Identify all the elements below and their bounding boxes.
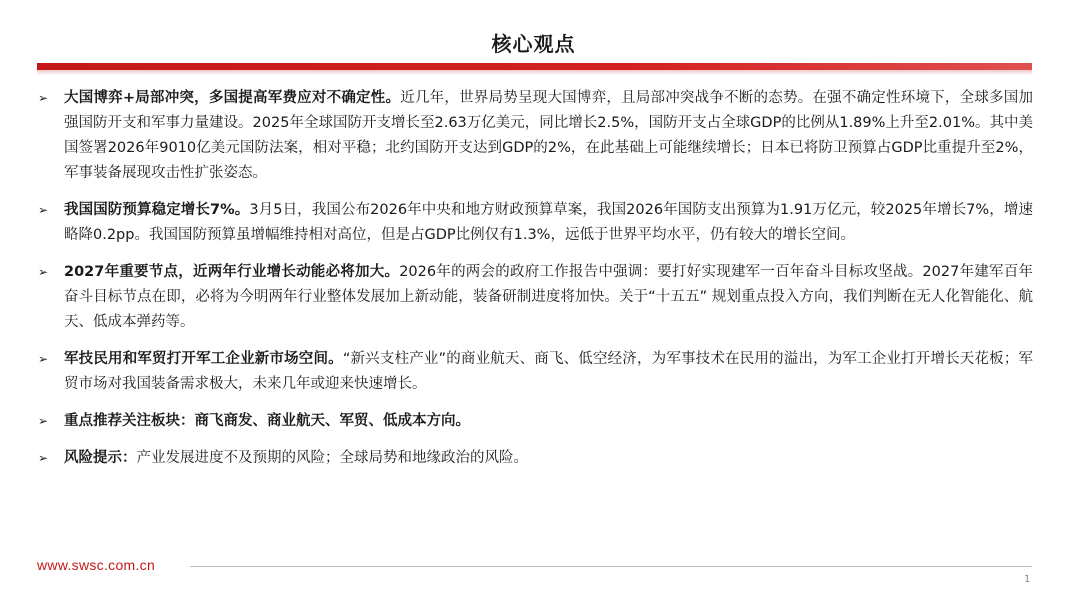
page-number: 1	[1024, 574, 1031, 585]
key-point-text	[64, 260, 1033, 335]
key-point-body: 2026年的两会的政府工作报告中强调：要打好实现建军一百年奋斗目标攻坚战。2027年建军百年奋斗目标节点在即，必将为今明两年行业整体发展加上新动能，装备研制进度将加快。关于“十五五” 规划重点投入方向，我们判断在无人化智能化、航天、低成本弹药等。	[64, 264, 1033, 330]
key-points-list	[38, 86, 1033, 483]
key-point-heading: 2027年重要节点，近两年行业增长动能必将加大。	[64, 264, 400, 280]
arrow-bullet-icon: ➢	[38, 414, 49, 428]
arrow-bullet-icon: ➢	[38, 91, 49, 105]
key-point-body: 3月5日，我国公布2026年中央和地方财政预算草案，我国2026年国防支出预算为1.91万亿元，较2025年增长7%，增速略降0.2pp。我国国防预算虽增幅维持相对高位，但是占GDP比例仅有1.3%，远低于世界平均水平，仍有较大的增长空间。	[64, 202, 1033, 243]
key-point-heading: 军技民用和军贸打开军工企业新市场空间。	[64, 351, 343, 367]
arrow-bullet-icon: ➢	[38, 352, 49, 366]
key-point-text	[64, 409, 1033, 434]
arrow-bullet-icon: ➢	[38, 203, 49, 217]
footer-divider	[190, 566, 1032, 567]
key-point-5	[38, 409, 1033, 434]
page-title: 核心观点	[491, 32, 576, 56]
key-point-1	[38, 86, 1033, 186]
title-divider-shadow	[37, 70, 1032, 75]
key-point-body: 近几年，世界局势呈现大国博弈，且局部冲突战争不断的态势。在强不确定性环境下，全球多国加强国防开支和军事力量建设。2025年全球国防开支增长至2.63万亿美元，同比增长2.5%，国防开支占全球GDP的比例从1.89%上升至2.01%。其中美国签署2026年9010亿美元国防法案，相对平稳；北约国防开支达到GDP的2%，在此基础上可能继续增长；日本已将防卫预算占GDP比重提升至2%，军事装备展现攻击性扩张姿态。	[64, 90, 1033, 181]
key-point-2	[38, 198, 1033, 248]
key-point-heading: 重点推荐关注板块：商飞商发、商业航天、军贸、低成本方向。	[64, 413, 470, 429]
key-point-body: “新兴支柱产业”的商业航天、商飞、低空经济，为军事技术在民用的溢出，为军工企业打开增长天花板；军贸市场对我国装备需求极大，未来几年或迎来快速增长。	[64, 351, 1033, 392]
footer-website-link[interactable]: www.swsc.com.cn	[37, 557, 156, 573]
key-point-body: 产业发展进度不及预期的风险；全球局势和地缘政治的风险。	[136, 450, 528, 466]
key-point-text	[64, 86, 1033, 186]
title-divider-bar	[37, 63, 1032, 70]
key-point-3	[38, 260, 1033, 335]
key-point-text	[64, 347, 1033, 397]
key-point-text	[64, 198, 1033, 248]
key-point-text	[64, 446, 1033, 471]
key-point-6	[38, 446, 1033, 471]
key-point-heading: 风险提示：	[64, 450, 137, 466]
key-point-heading: 大国博弈+局部冲突，多国提高军费应对不确定性。	[64, 90, 401, 106]
arrow-bullet-icon: ➢	[38, 265, 49, 279]
arrow-bullet-icon: ➢	[38, 451, 49, 465]
key-point-heading: 我国国防预算稳定增长7%。	[64, 202, 250, 218]
key-point-4	[38, 347, 1033, 397]
